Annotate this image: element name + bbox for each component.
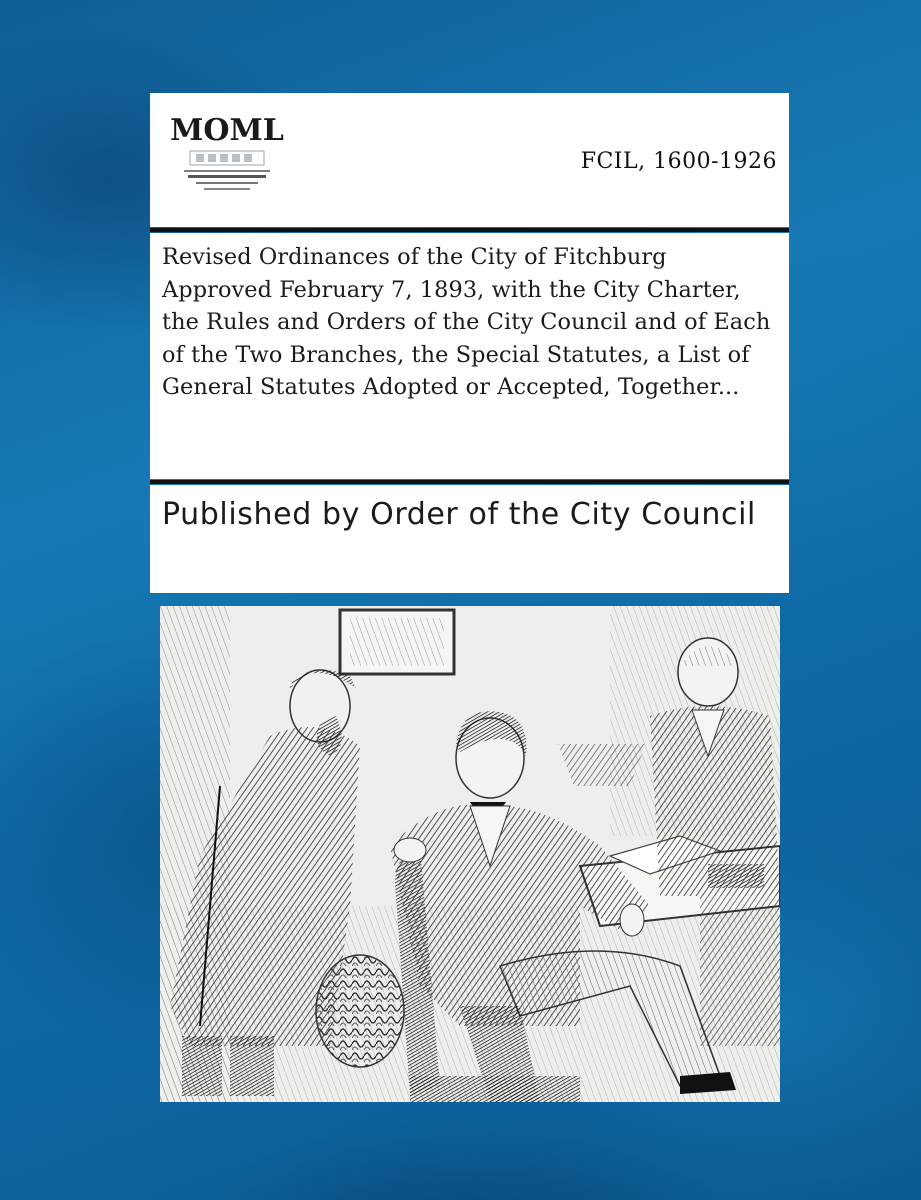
publisher-panel <box>150 485 789 593</box>
cover-illustration <box>160 606 780 1102</box>
header-panel <box>150 93 789 227</box>
publisher-name: Published by Order of the City Council <box>162 497 756 532</box>
engraving-illustration <box>160 606 780 1102</box>
logo-emblem-icon <box>170 149 284 205</box>
divider-rule <box>150 228 789 232</box>
divider-rule <box>150 480 789 484</box>
moml-logo-text: MOML <box>170 113 284 148</box>
moml-logo <box>170 113 284 205</box>
title-panel <box>150 233 789 479</box>
book-title: Revised Ordinances of the City of Fitchburg Approved February 7, 1893, with the City Charter, the Rules and Orders of the City Council and of Each of the Two Branches, the Special Statutes, a List of General Statutes Adopted or Accepted, Together... <box>162 244 771 401</box>
series-label: FCIL, 1600-1926 <box>580 149 777 174</box>
